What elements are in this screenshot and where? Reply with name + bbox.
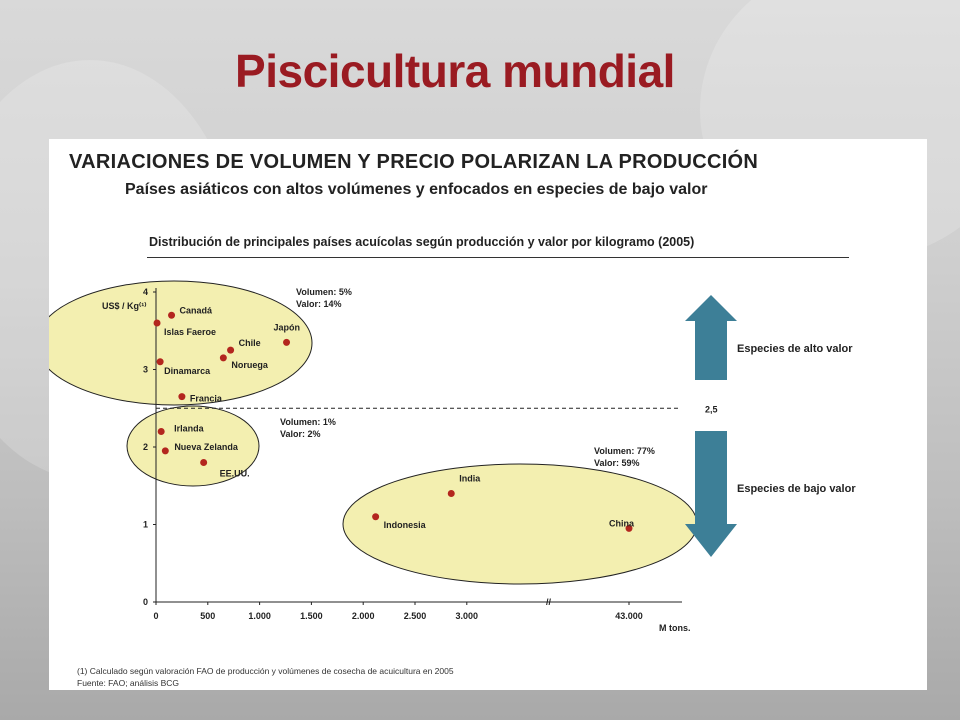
y-tick-label: 1 xyxy=(142,519,148,530)
group-volume-label: Volumen: 5% xyxy=(296,287,352,297)
data-point xyxy=(158,428,165,435)
x-tick-label: 2.500 xyxy=(403,611,427,621)
point-label: Noruega xyxy=(231,359,268,370)
y-axis-label: US$ / Kg⁽¹⁾ xyxy=(102,301,147,311)
point-label: India xyxy=(459,473,481,484)
footnote: (1) Calculado según valoración FAO de producción y volúmenes de cosecha de acuicultura en 2005 xyxy=(77,666,454,676)
chart-title: Distribución de principales países acuícolas según producción y valor por kilogramo (2005) xyxy=(149,235,695,249)
high-value-annotation: Especies de alto valor xyxy=(737,343,853,355)
x-axis-break-mark: // xyxy=(546,597,552,607)
low-value-annotation: Especies de bajo valor xyxy=(737,483,856,495)
point-label: Canadá xyxy=(179,305,213,316)
arrow-up-icon xyxy=(685,295,737,380)
source-note: Fuente: FAO; análisis BCG xyxy=(77,678,180,688)
panel-heading: VARIACIONES DE VOLUMEN Y PRECIO POLARIZAN LA PRODUCCIÓN xyxy=(69,151,759,173)
threshold-label: 2,5 xyxy=(705,404,718,415)
point-label: Irlanda xyxy=(174,423,204,434)
panel-subheading: Países asiáticos con altos volúmenes y enfocados en especies de bajo valor xyxy=(125,181,708,198)
x-tick-label: 1.000 xyxy=(248,611,271,621)
point-label: Chile xyxy=(238,338,261,349)
point-label: Francia xyxy=(189,393,222,404)
chart-panel xyxy=(49,139,927,690)
point-label: China xyxy=(609,518,635,529)
data-point xyxy=(178,393,185,400)
x-tick-label: 2.000 xyxy=(351,611,375,621)
y-tick-label: 0 xyxy=(142,597,148,607)
x-tick-label: 3.000 xyxy=(455,611,479,621)
x-axis-label: M tons. xyxy=(659,623,691,633)
data-point xyxy=(200,459,207,466)
point-label: Dinamarca xyxy=(164,365,211,376)
high-value-group-ellipse xyxy=(49,281,312,405)
group-value-label: Valor: 2% xyxy=(280,429,321,439)
x-tick-label: 1.500 xyxy=(300,611,323,621)
data-point xyxy=(372,513,379,520)
data-point xyxy=(283,339,290,346)
point-label: Indonesia xyxy=(383,519,426,530)
data-point xyxy=(168,312,175,319)
group-value-label: Valor: 59% xyxy=(594,458,640,468)
arrow-down-icon xyxy=(685,431,737,557)
y-tick-label: 2 xyxy=(142,442,148,452)
group-volume-label: Volumen: 77% xyxy=(594,446,655,456)
data-point xyxy=(448,490,455,497)
scatter-chart xyxy=(49,139,927,690)
group-value-label: Valor: 14% xyxy=(296,299,342,309)
y-tick-label: 4 xyxy=(142,287,148,297)
x-tick-label: 0 xyxy=(153,611,159,621)
data-point xyxy=(220,354,227,361)
point-label: Japón xyxy=(273,322,301,333)
data-point xyxy=(154,320,161,327)
x-tick-label: 500 xyxy=(200,611,216,621)
x-tick-label: 43.000 xyxy=(615,611,643,621)
point-label: Islas Faeroe xyxy=(164,327,217,337)
data-point xyxy=(162,447,169,454)
slide-title: Piscicultura mundial xyxy=(235,45,675,97)
y-tick-label: 3 xyxy=(142,364,148,375)
data-point xyxy=(157,358,164,365)
data-point xyxy=(227,347,234,354)
point-label: Nueva Zelanda xyxy=(174,441,238,452)
group-volume-label: Volumen: 1% xyxy=(280,417,336,427)
point-label: EE.UU. xyxy=(219,468,250,479)
